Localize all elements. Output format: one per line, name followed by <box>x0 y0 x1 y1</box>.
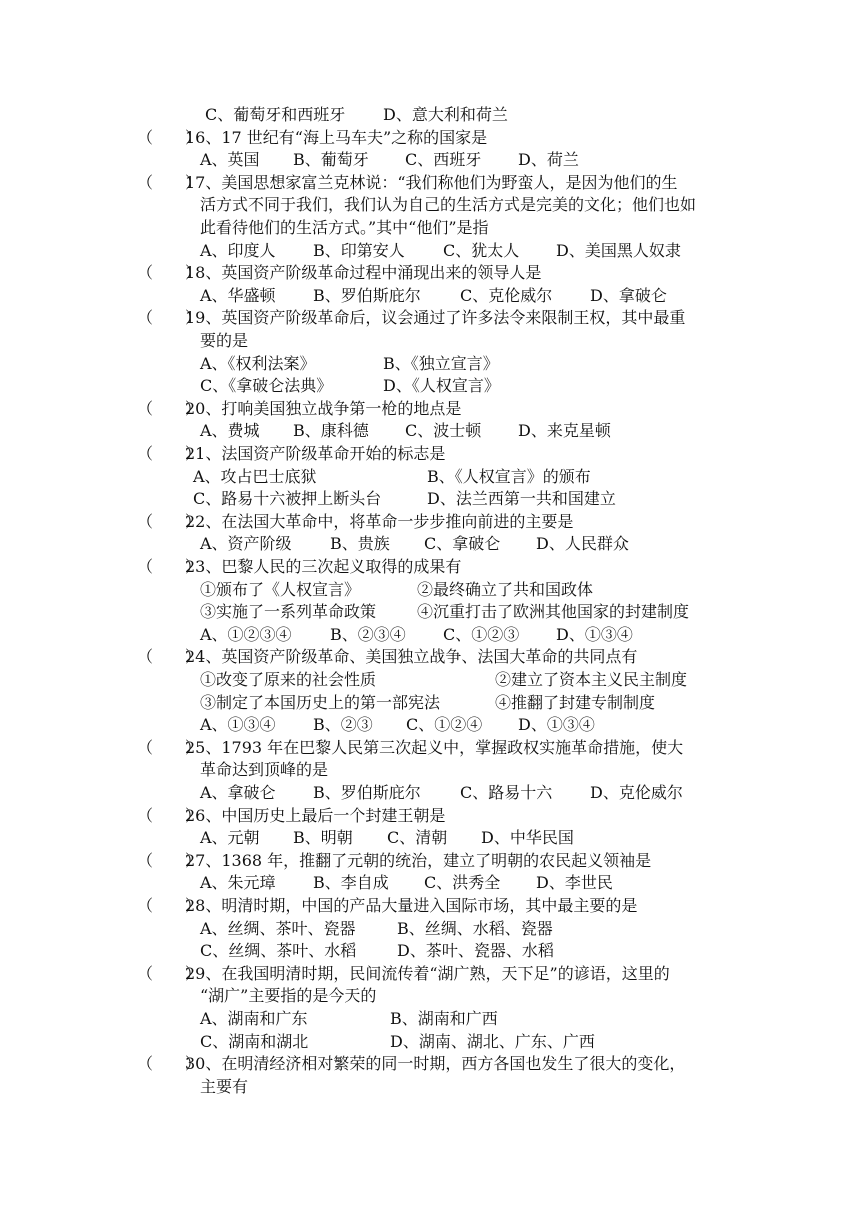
answer-option: C、洪秀全 <box>424 873 501 893</box>
answer-option: A、印度人 <box>200 240 276 260</box>
text-line <box>0 692 860 714</box>
answer-option: B、丝绸、水稻、瓷器 <box>397 918 553 938</box>
text-line <box>0 850 860 872</box>
question-text: 25、1793 年在巴黎人民第三次起义中，掌握政权实施革命措施，使大 <box>185 737 684 757</box>
question-text: 23、巴黎人民的三次起义取得的成果有 <box>185 557 462 576</box>
text-line <box>0 737 860 759</box>
text-line <box>0 579 860 601</box>
answer-option: D、拿破仑 <box>590 285 667 305</box>
answer-option: A、费城 <box>200 421 260 441</box>
answer-option: C、葡萄牙和西班牙 <box>205 105 346 124</box>
answer-option: C、①②③ <box>443 624 520 644</box>
question-text-continued: 此看待他们的生活方式。”其中“他们”是指 <box>200 218 489 237</box>
answer-option: ③实施了一系列革命政策 <box>200 602 377 622</box>
text-line <box>0 601 860 623</box>
text-line <box>0 488 860 510</box>
text-line <box>0 511 860 533</box>
answer-option: B、湖南和广西 <box>390 1009 498 1028</box>
answer-blank[interactable]: （ ） <box>137 308 202 328</box>
answer-blank[interactable]: （ ） <box>137 896 202 915</box>
text-line <box>0 104 860 126</box>
answer-option: D、克伦威尔 <box>590 783 683 802</box>
answer-option: D、法兰西第一共和国建立 <box>427 489 616 509</box>
question-text-continued: 活方式不同于我们，我们认为自己的生活方式是完美的文化；他们也如 <box>200 195 697 215</box>
question-text: 16、17 世纪有“海上马车夫”之称的国家是 <box>185 127 488 147</box>
answer-option: D、《人权宣言》 <box>383 376 500 396</box>
answer-blank[interactable]: （ ） <box>137 511 202 531</box>
answer-option: C、路易十六被押上断头台 <box>193 489 382 509</box>
answer-option: ④推翻了封建专制制度 <box>495 692 656 712</box>
answer-option: ①颁布了《人权宣言》 <box>200 579 361 599</box>
text-line <box>0 172 860 194</box>
answer-option: A、朱元璋 <box>200 873 276 893</box>
answer-option: A、①③④ <box>200 715 276 735</box>
text-line <box>0 1053 860 1075</box>
answer-option: B、李自成 <box>313 873 389 893</box>
answer-blank[interactable]: （ ） <box>137 805 202 825</box>
answer-option: A、湖南和广东 <box>200 1009 308 1028</box>
answer-option: A、拿破仑 <box>200 783 276 802</box>
text-line <box>0 714 860 736</box>
answer-option: A、元朝 <box>200 828 260 848</box>
answer-option: B、《独立宣言》 <box>383 353 499 373</box>
question-text: 26、中国历史上最后一个封建王朝是 <box>185 805 446 825</box>
text-line <box>0 963 860 985</box>
answer-option: D、中华民国 <box>481 828 574 848</box>
question-text: 19、英国资产阶级革命后，议会通过了许多法令来限制王权，其中最重 <box>185 308 686 328</box>
answer-blank[interactable]: （ ） <box>137 557 202 576</box>
question-text: 21、法国资产阶级革命开始的标志是 <box>185 444 446 463</box>
text-line <box>0 556 860 578</box>
answer-blank[interactable]: （ ） <box>137 737 202 757</box>
answer-option: C、克伦威尔 <box>460 285 553 305</box>
answer-option: C、丝绸、茶叶、水稻 <box>200 941 357 961</box>
text-line <box>0 149 860 171</box>
text-line <box>0 217 860 239</box>
text-line <box>0 375 860 397</box>
answer-option: A、①②③④ <box>200 624 292 644</box>
text-line <box>0 353 860 375</box>
text-line <box>0 262 860 284</box>
answer-option: A、丝绸、茶叶、瓷器 <box>200 918 356 938</box>
answer-option: B、贵族 <box>330 534 390 554</box>
text-line <box>0 533 860 555</box>
answer-option: C、路易十六 <box>460 783 553 802</box>
answer-option: A、英国 <box>200 150 260 170</box>
text-line <box>0 398 860 420</box>
text-line <box>0 240 860 262</box>
answer-option: C、拿破仑 <box>424 534 501 554</box>
answer-option: B、明朝 <box>293 828 353 848</box>
text-line <box>0 194 860 216</box>
question-text: 24、英国资产阶级革命、美国独立战争、法国大革命的共同点有 <box>185 647 638 667</box>
question-text: 18、英国资产阶级革命过程中涌现出来的领导人是 <box>185 263 542 283</box>
text-line <box>0 759 860 781</box>
text-line <box>0 1031 860 1053</box>
answer-option: A、资产阶级 <box>200 534 292 554</box>
answer-option: D、①③④ <box>518 715 595 735</box>
question-text-continued: 要的是 <box>200 331 249 350</box>
text-line <box>0 420 860 442</box>
question-text-continued: 革命达到顶峰的是 <box>200 760 329 780</box>
text-line <box>0 895 860 917</box>
question-text: 20、打响美国独立战争第一枪的地点是 <box>185 398 462 418</box>
answer-option: B、罗伯斯庇尔 <box>313 285 421 305</box>
question-text: 17、美国思想家富兰克林说：“我们称他们为野蛮人，是因为他们的生 <box>185 172 678 192</box>
text-line <box>0 1008 860 1030</box>
answer-option: D、美国黑人奴隶 <box>556 240 681 260</box>
answer-option: B、康科德 <box>293 421 369 441</box>
answer-option: C、西班牙 <box>405 150 482 170</box>
text-line <box>0 985 860 1007</box>
answer-option: A、《权利法案》 <box>200 353 316 373</box>
answer-blank[interactable]: （ ） <box>137 1054 202 1074</box>
answer-option: ③制定了本国历史上的第一部宪法 <box>200 692 441 712</box>
text-line <box>0 624 860 646</box>
answer-blank[interactable]: （ ） <box>137 963 202 983</box>
answer-option: C、《拿破仑法典》 <box>200 376 333 396</box>
text-line <box>0 918 860 940</box>
answer-blank[interactable]: （ ） <box>137 172 202 192</box>
question-text: 30、在明清经济相对繁荣的同一时期，西方各国也发生了很大的变化， <box>185 1054 686 1074</box>
question-text: 29、在我国明清时期，民间流传着“湖广熟，天下足”的谚语，这里的 <box>185 963 670 983</box>
answer-blank[interactable]: （ ） <box>137 850 202 870</box>
answer-option: B、印第安人 <box>313 240 405 260</box>
question-text-continued: 主要有 <box>200 1076 249 1096</box>
text-line <box>0 466 860 488</box>
answer-option: ②最终确立了共和国政体 <box>417 579 594 599</box>
text-line <box>0 669 860 691</box>
answer-option: A、攻占巴士底狱 <box>193 466 317 486</box>
answer-blank[interactable]: （ ） <box>137 444 202 463</box>
answer-option: ①改变了原来的社会性质 <box>200 670 377 689</box>
question-text-continued: “湖广”主要指的是今天的 <box>200 986 377 1006</box>
answer-option: D、意大利和荷兰 <box>383 105 508 124</box>
answer-option: A、华盛顿 <box>200 285 276 305</box>
text-line <box>0 127 860 149</box>
answer-option: D、李世民 <box>536 873 613 893</box>
answer-option: B、葡萄牙 <box>293 150 369 170</box>
answer-option: D、荷兰 <box>518 150 579 170</box>
answer-blank[interactable]: （ ） <box>137 398 202 418</box>
text-line <box>0 285 860 307</box>
text-line <box>0 1076 860 1098</box>
answer-blank[interactable]: （ ） <box>137 647 202 667</box>
answer-option: C、湖南和湖北 <box>200 1031 309 1051</box>
answer-blank[interactable]: （ ） <box>137 127 202 147</box>
text-line <box>0 646 860 668</box>
answer-option: B、②③④ <box>330 624 406 644</box>
answer-option: B、《人权宣言》的颁布 <box>427 466 591 486</box>
answer-option: D、湖南、湖北、广东、广西 <box>390 1031 595 1051</box>
text-line <box>0 782 860 804</box>
answer-option: D、人民群众 <box>536 534 629 554</box>
answer-option: B、罗伯斯庇尔 <box>313 783 421 802</box>
text-line <box>0 872 860 894</box>
text-line <box>0 805 860 827</box>
answer-option: C、波士顿 <box>405 421 482 441</box>
text-line <box>0 940 860 962</box>
question-text: 22、在法国大革命中，将革命一步步推向前进的主要是 <box>185 511 574 531</box>
text-line <box>0 330 860 352</box>
text-line <box>0 443 860 465</box>
answer-option: C、犹太人 <box>443 240 520 260</box>
answer-option: C、①②④ <box>406 715 483 735</box>
question-text: 28、明清时期，中国的产品大量进入国际市场，其中最主要的是 <box>185 896 638 915</box>
text-line <box>0 827 860 849</box>
answer-option: D、来克星顿 <box>518 421 611 441</box>
answer-option: C、清朝 <box>387 828 448 848</box>
answer-option: ②建立了资本主义民主制度 <box>495 670 688 689</box>
answer-blank[interactable]: （ ） <box>137 263 202 283</box>
question-text: 27、1368 年，推翻了元朝的统治，建立了明朝的农民起义领袖是 <box>185 850 652 870</box>
answer-option: B、②③ <box>313 715 373 735</box>
answer-option: D、①③④ <box>556 624 633 644</box>
answer-option: ④沉重打击了欧洲其他国家的封建制度 <box>417 602 690 622</box>
text-line <box>0 307 860 329</box>
answer-option: D、茶叶、瓷器、水稻 <box>397 941 554 961</box>
